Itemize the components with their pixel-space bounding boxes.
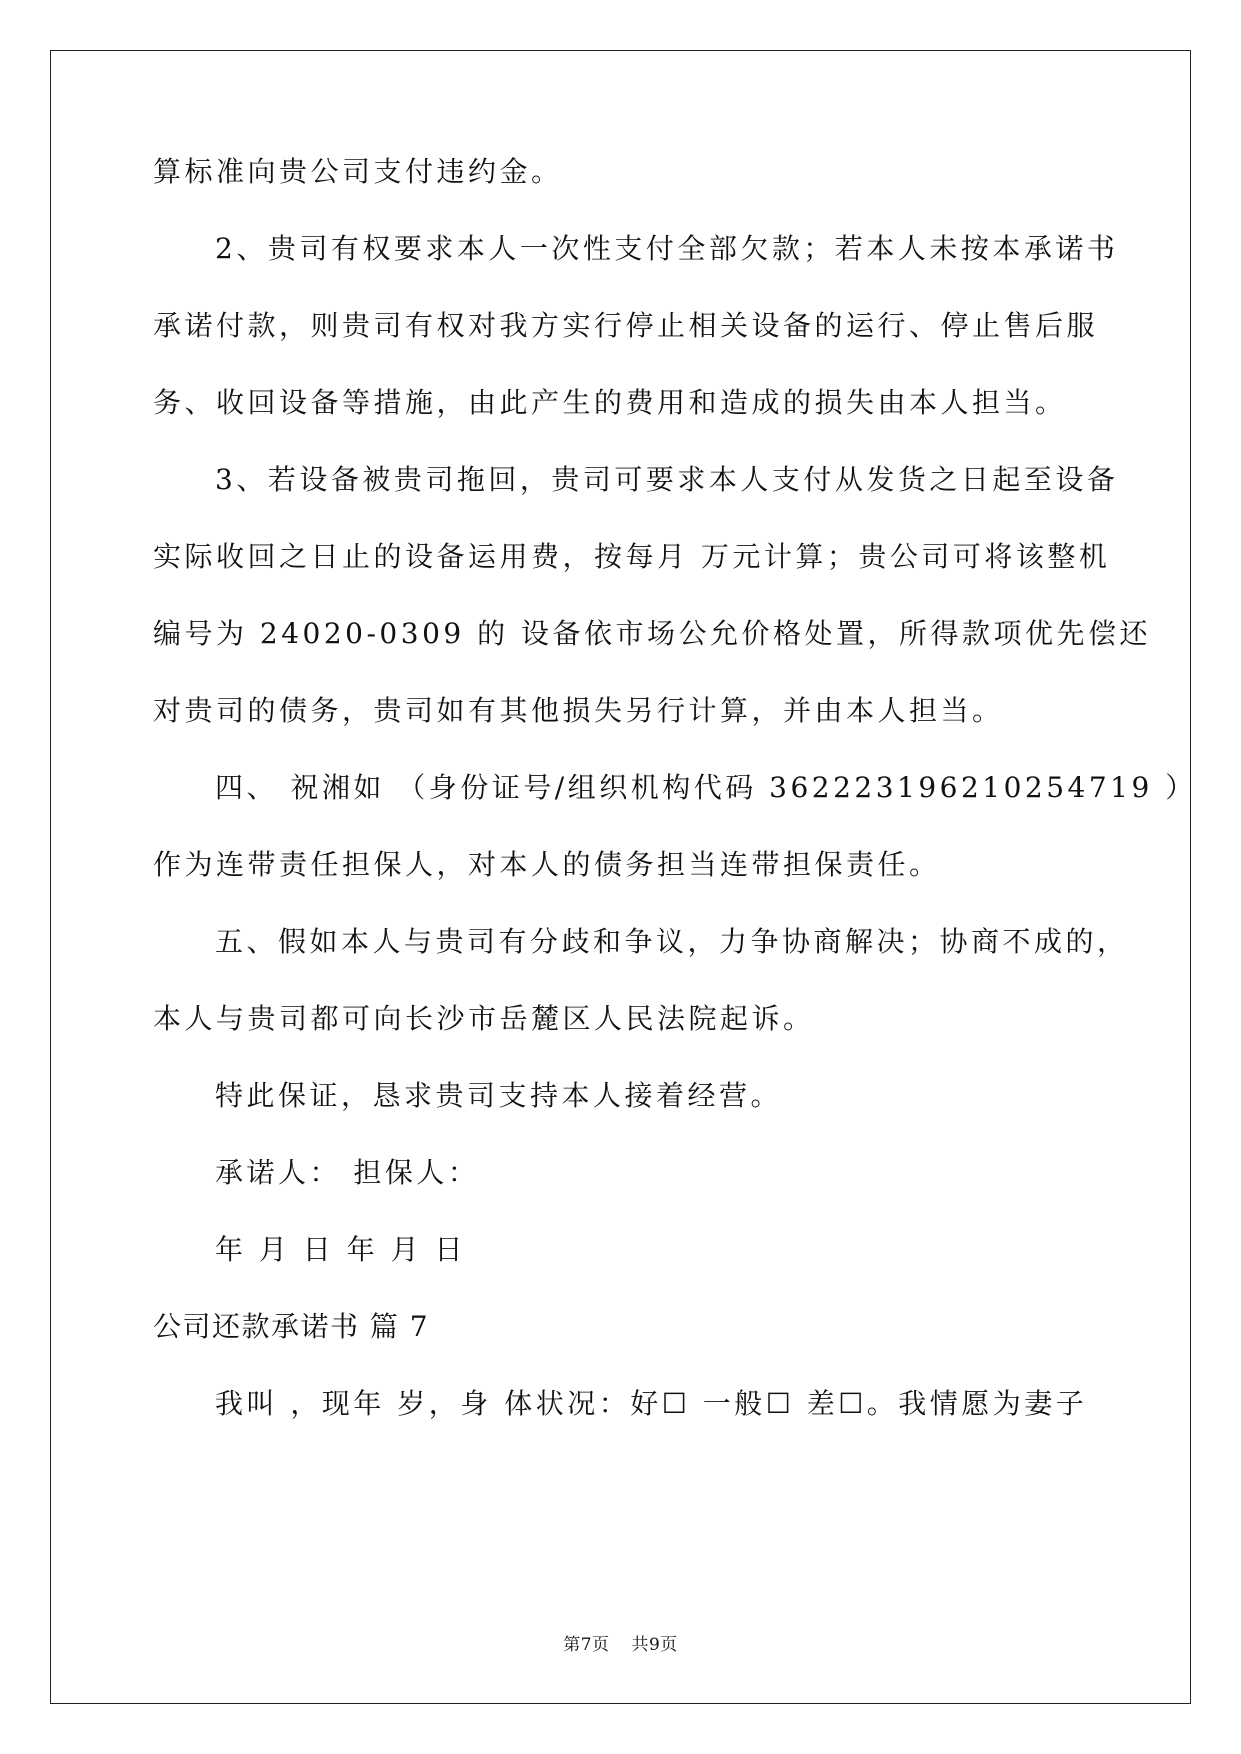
- text-line-5: 3、若设备被贵司拖回，贵司可要求本人支付从发货之日起至设备: [215, 463, 1119, 496]
- text-line-13: 特此保证，恳求贵司支持本人接着经营。: [215, 1079, 783, 1112]
- text-line-8: 对贵司的债务，贵司如有其他损失另行计算，并由本人担当。: [153, 694, 1004, 727]
- text-line-14: 承诺人： 担保人：: [215, 1156, 480, 1189]
- text-line-9: 四、 祝湘如 （身份证号/组织机构代码 362223196210254719 ）: [215, 771, 1197, 804]
- text-line-17: 我叫 ，现年 岁，身 体状况：好☐ 一般☐ 差☐。我情愿为妻子: [215, 1387, 1088, 1420]
- text-line-6: 实际收回之日止的设备运用费，按每月 万元计算；贵公司可将该整机: [153, 540, 1111, 573]
- text-line-10: 作为连带责任担保人，对本人的债务担当连带担保责任。: [153, 848, 941, 881]
- page-total: 共9页: [631, 1635, 678, 1655]
- text-line-2: 2、贵司有权要求本人一次性支付全部欠款；若本人未按本承诺书: [215, 232, 1119, 265]
- text-line-15: 年 月 日 年 月 日: [215, 1233, 467, 1266]
- text-line-7: 编号为 24020-0309 的 设备依市场公允价格处置，所得款项优先偿还: [153, 617, 1151, 650]
- text-line-11: 五、假如本人与贵司有分歧和争议，力争协商解决；协商不成的，: [215, 925, 1129, 958]
- text-line-4: 务、收回设备等措施，由此产生的费用和造成的损失由本人担当。: [153, 386, 1067, 419]
- text-line-1: 算标准向贵公司支付违约金。: [153, 155, 563, 188]
- text-line-3: 承诺付款，则贵司有权对我方实行停止相关设备的运行、停止售后服: [153, 309, 1099, 342]
- section-heading: 公司还款承诺书 篇 7: [153, 1310, 430, 1343]
- page-number: 第7页: [563, 1635, 610, 1655]
- text-line-12: 本人与贵司都可向长沙市岳麓区人民法院起诉。: [153, 1002, 815, 1035]
- page-footer: [0, 1630, 1241, 1655]
